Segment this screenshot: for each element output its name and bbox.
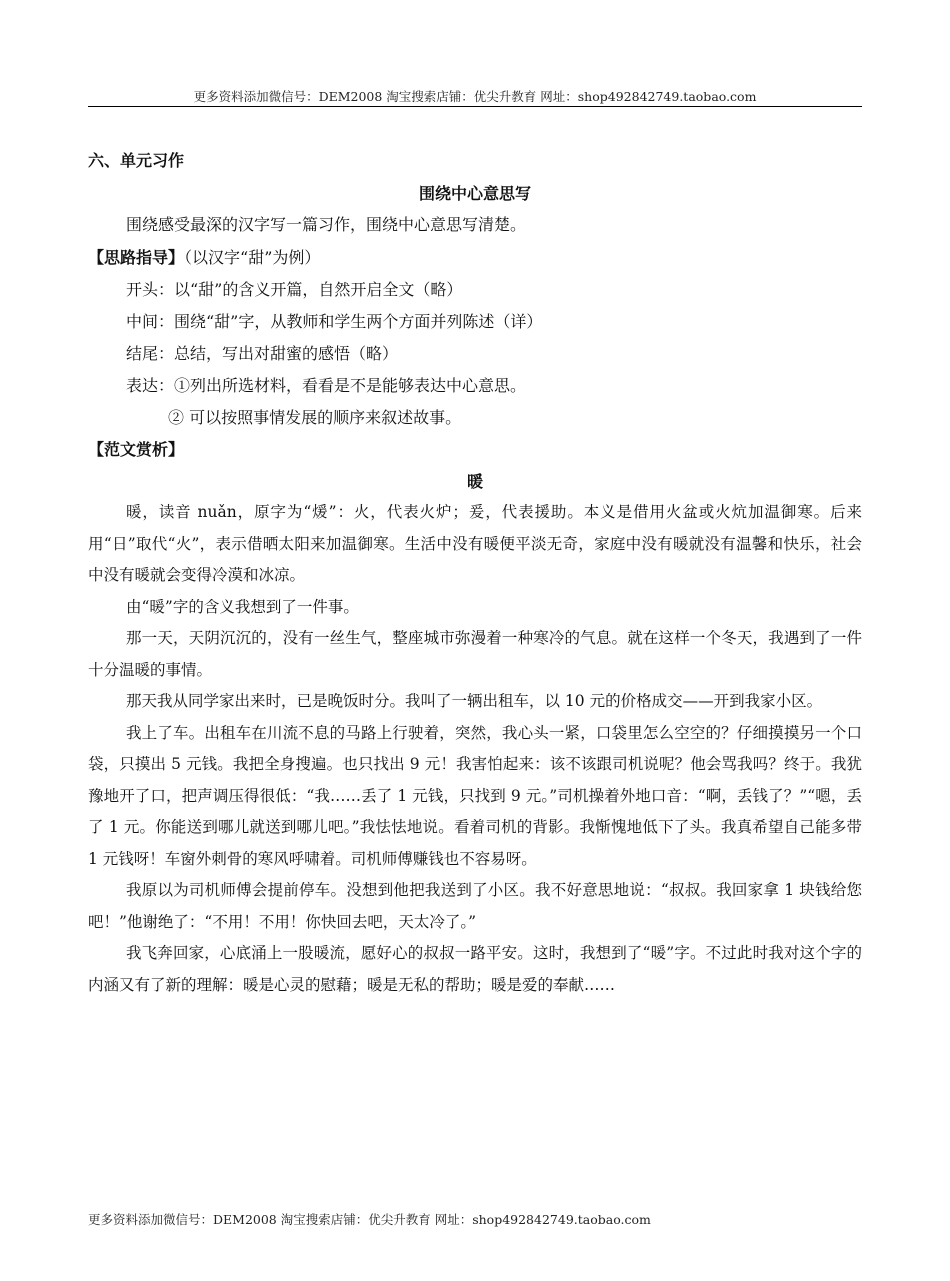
guide-express-1: 表达：①列出所选材料，看看是不是能够表达中心意思。 bbox=[126, 376, 527, 395]
essay-paragraph: 我飞奔回家，心底涌上一股暖流，愿好心的叔叔一路平安。这时，我想到了“暖”字。不过此时我对这个字的内涵又有了新的理解：暖是心灵的慰藉；暖是无私的帮助；暖是爱的奉献…… bbox=[88, 944, 862, 994]
essay-paragraph: 那天我从同学家出来时，已是晚饭时分。我叫了一辆出租车，以 10 元的价格成交——开到我家小区。 bbox=[126, 692, 823, 710]
section-title: 六、单元习作 bbox=[88, 151, 185, 170]
essay-title: 暖 bbox=[466, 472, 483, 491]
essay-paragraph: 我原以为司机师傅会提前停车。没想到他把我送到了小区。我不好意思地说：“叔叔。我回家拿 1 块钱给您吧！”他谢绝了：“不用！不用！你快回去吧，天太冷了。” bbox=[88, 881, 862, 931]
guide-label: 【思路指导】 bbox=[88, 248, 185, 267]
header-divider bbox=[88, 106, 862, 107]
task-title: 围绕中心意思写 bbox=[418, 184, 531, 203]
essay-paragraph: 暖，读音 nuǎn，原字为“煖”：火，代表火炉；爰，代表援助。本义是借用火盆或火炕加温御寒。后来用“日”取代“火”，表示借晒太阳来加温御寒。生活中没有暖便平淡无奇，家庭中没有暖就没有温馨和快乐，社会中没有暖就会变得冷漠和冰凉。 bbox=[88, 503, 862, 584]
page-header: 更多资料添加微信号：DEM2008 淘宝搜索店铺：优尖升教育 网址：shop492842749.taobao.com bbox=[193, 89, 757, 104]
guide-note: （以汉字“甜”为例） bbox=[184, 248, 321, 267]
guide-ending: 结尾：总结，写出对甜蜜的感悟（略） bbox=[126, 344, 399, 363]
guide-middle: 中间：围绕“甜”字，从教师和学生两个方面并列陈述（详） bbox=[126, 312, 543, 331]
guide-heading bbox=[88, 247, 862, 269]
essay-paragraph: 那一天，天阴沉沉的，没有一丝生气，整座城市弥漫着一种寒冷的气息。就在这样一个冬天，我遇到了一件十分温暖的事情。 bbox=[88, 629, 862, 679]
essay-body bbox=[88, 497, 862, 1001]
page-footer: 更多资料添加微信号：DEM2008 淘宝搜索店铺：优尖升教育 网址：shop492842749.taobao.com bbox=[88, 1212, 651, 1227]
essay-paragraph: 由“暖”字的含义我想到了一件事。 bbox=[126, 597, 359, 616]
sample-label: 【范文赏析】 bbox=[88, 440, 185, 459]
task-description: 围绕感受最深的汉字写一篇习作，围绕中心意思写清楚。 bbox=[126, 215, 527, 234]
guide-express-2: ② 可以按照事情发展的顺序来叙述故事。 bbox=[168, 408, 462, 427]
guide-opening: 开头：以“甜”的含义开篇，自然开启全文（略） bbox=[126, 280, 463, 299]
essay-paragraph: 我上了车。出租车在川流不息的马路上行驶着，突然，我心头一紧，口袋里怎么空空的？仔细摸摸另一个口袋，只摸出 5 元钱。我把全身搜遍。也只找出 9 元！我害怕起来：该不该跟司机说呢？他会骂我吗？终于。我犹豫地开了口，把声调压得很低：“我……丢了 1 元钱，只找到 9 元。”司机操着外地口音：“啊，丢钱了？”“嗯，丢了 1 元。你能送到哪儿就送到哪儿吧。”我怯怯地说。看着司机的背影。我惭愧地低下了头。我真希望自己能多带 1 元钱呀！车窗外刺骨的寒风呼啸着。司机师傅赚钱也不容易呀。 bbox=[88, 723, 862, 868]
